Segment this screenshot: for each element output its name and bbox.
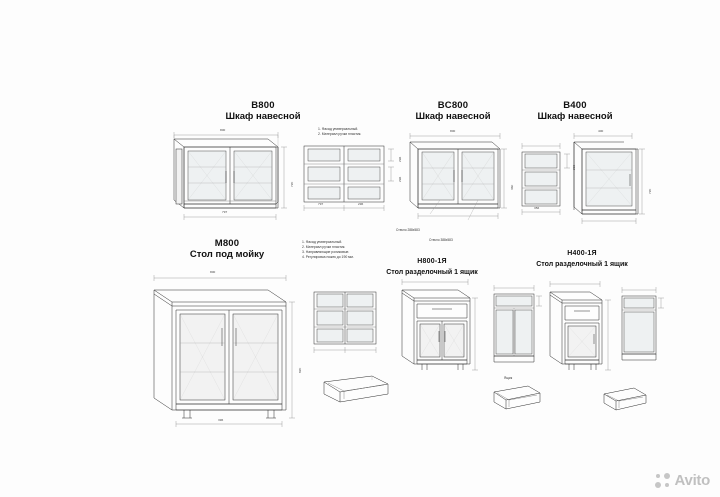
title-name-n400: Стол разделочный 1 ящик (536, 261, 628, 268)
dim-v400-width: 400 (598, 129, 604, 133)
block-title-vs800 (398, 100, 508, 122)
title-name-n800: Стол разделочный 1 ящик (386, 269, 478, 276)
notes-lower (302, 240, 364, 260)
note-lower-1: 1. Фасад универсальный. (302, 240, 343, 244)
dim-m800-width: 800 (210, 270, 216, 274)
avito-watermark (655, 472, 710, 489)
title-name-m800: Стол под мойку (189, 249, 265, 260)
drawing-n800-elevation (486, 282, 544, 368)
drawing-n800-iso (396, 276, 478, 376)
drawing-v400-iso (566, 128, 652, 228)
dim-m800-bottom: 396 (218, 418, 224, 422)
dim-v400-elev-296: 296 (572, 164, 576, 170)
drawing-v400-elevation (512, 140, 574, 218)
title-code-n800: Н800-1Я (417, 258, 447, 265)
avito-dots-logo (655, 473, 671, 489)
note-lower-3: 3. Направляющие роликовые. (302, 250, 350, 254)
dim-vs800-width: 800 (450, 129, 456, 133)
note-glass-288: Стекло 288х583 (396, 228, 420, 232)
title-name-v400: Шкаф навесной (537, 111, 613, 122)
title-name-v800: Шкаф навесной (225, 111, 301, 122)
block-title-n800 (382, 256, 482, 278)
title-code-vs800: BC800 (437, 100, 469, 111)
dim-v800-width-top: 800 (220, 128, 226, 132)
title-code-v800: B800 (251, 100, 275, 111)
note-drawer: Ящик (504, 376, 513, 380)
dim-m800-height: 820 (298, 367, 302, 373)
block-title-v400 (520, 100, 630, 122)
drawing-m800-elevation (306, 286, 386, 354)
drawing-v800-iso (160, 125, 294, 230)
drawing-m800-drawer-detail (314, 368, 396, 410)
drawing-v800-elevation (296, 140, 401, 212)
title-code-m800: M800 (214, 238, 240, 249)
avito-wordmark: Avito (674, 472, 710, 489)
drawing-n400-drawer-detail (596, 382, 654, 416)
title-code-n400: Н400-1Я (567, 250, 597, 257)
drawing-n400-elevation (614, 284, 666, 364)
note-upper-2: 2. Материал ручки пластик. (318, 132, 362, 136)
dim-v800-elev-296b: 296 (398, 176, 402, 182)
dim-v400-height: 720 (648, 188, 652, 194)
dim-v800-elev-296a: 296 (398, 156, 402, 162)
drawing-n800-drawer-detail (486, 376, 548, 416)
block-title-v800 (208, 100, 318, 122)
note-lower-4: 4. Регулировка ножек до 190 мм. (302, 255, 354, 259)
notes-upper (318, 127, 376, 137)
dim-vs800-height: 360 (510, 184, 514, 190)
note-lower-2: 2. Материал ручки пластик. (302, 245, 346, 249)
drawing-m800-iso (140, 268, 300, 428)
drawing-vs800-iso (400, 128, 514, 228)
dim-v800-width-bottom: 797 (222, 210, 228, 214)
block-title-n400 (522, 248, 642, 270)
title-name-vs800: Шкаф навесной (415, 111, 491, 122)
dim-v800-elev-397: 797 (318, 202, 324, 206)
note-upper-1: 1. Фасад универсальный. (318, 127, 359, 131)
block-title-m800 (172, 238, 282, 260)
note-glass-388: Стекло 388х583 (429, 238, 453, 242)
dim-v800-height: 720 (290, 181, 294, 187)
title-code-v400: B400 (563, 100, 587, 111)
dim-v800-elev-296c: 296 (358, 202, 364, 206)
dim-v400-elev-356: 356 (534, 206, 540, 210)
drawing-n400-iso (544, 276, 614, 376)
